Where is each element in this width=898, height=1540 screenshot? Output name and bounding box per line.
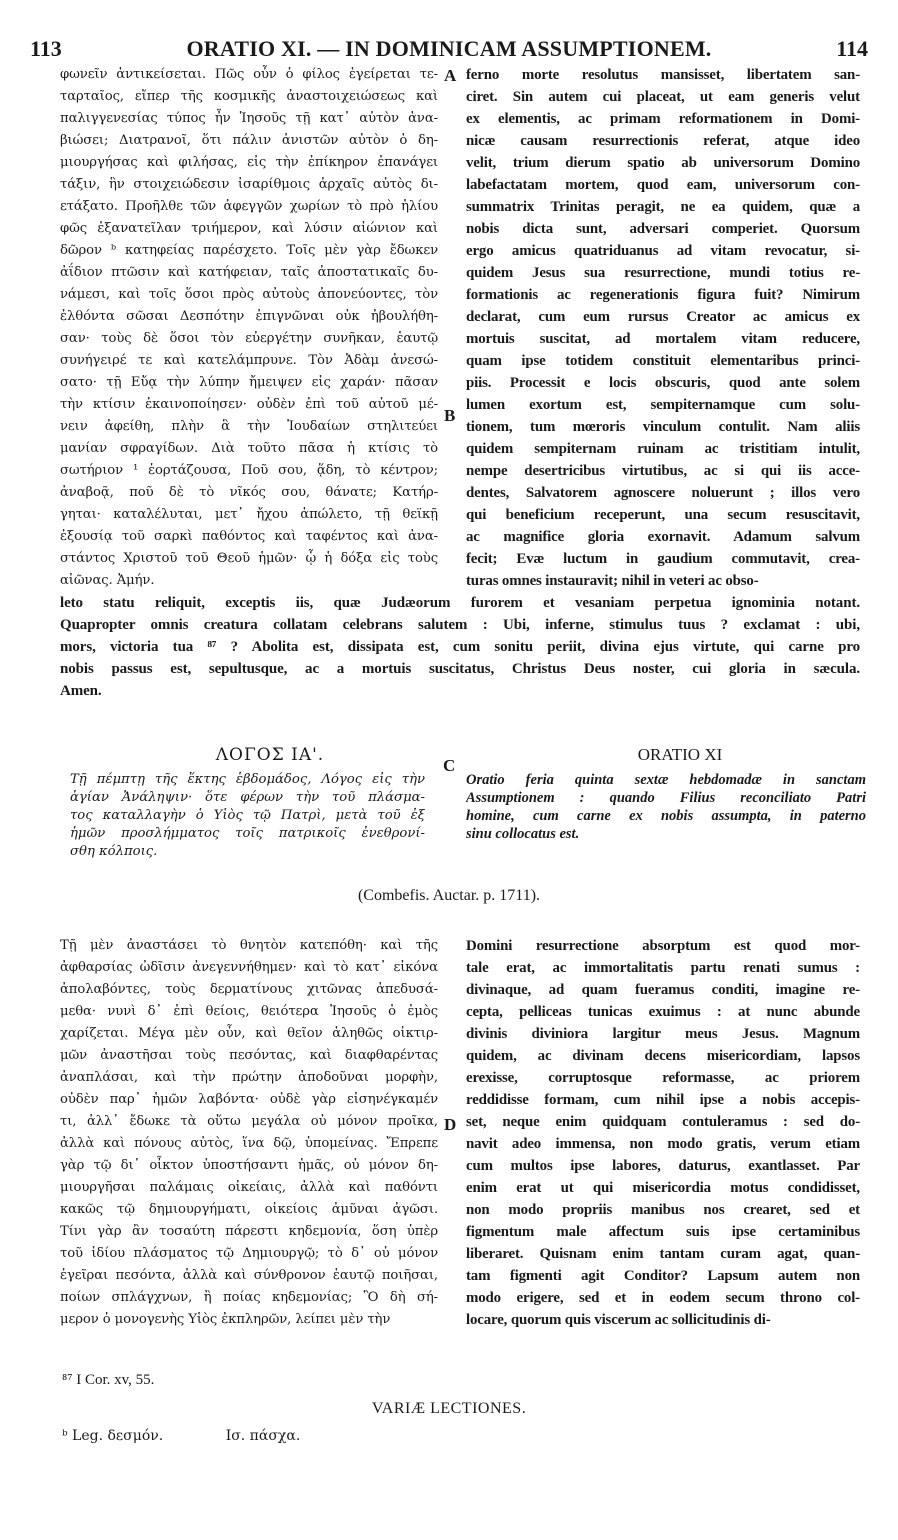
text-line: αἰῶνας. Ἀμήν.	[60, 573, 155, 588]
text-line: μιουργήσας καὶ φιλήσας, εἰς τὴν ἐπίκηρον ἐπανάγει	[60, 155, 438, 170]
text-line: μανίαν σφραγίδων. Διὰ τοῦτο πᾶσα ἡ κτίσις τὸ	[60, 441, 438, 456]
text-line: ἐξουσίᾳ τοῦ σαρκὶ παθόντος καὶ ταφέντος καὶ ἀνα-	[60, 529, 438, 544]
text-line: velit, trium dierum spatio ab universorum Domino	[466, 155, 860, 171]
text-line: tionem, tum mœroris vinculum contulit. Nam aliis	[466, 419, 860, 435]
text-line: ex elementis, ac primam reformationem in Domi-	[466, 111, 860, 127]
margin-marker-b: B	[444, 406, 456, 425]
latin-heading: ORATIO XI	[637, 745, 723, 764]
source-citation: (Combefis. Auctar. p. 1711).	[357, 887, 541, 904]
text-line: σωτήριον ¹ ἑορτάζουσα, Ποῦ σου, ᾅδη, τὸ κέντρον;	[60, 463, 438, 478]
text-line: ἁγίαν Ἀνάληψιν· ὅτε φέρων τὴν τοῦ πλάσμα-	[70, 790, 425, 805]
text-line: tam figmenti agit Conditor? Lapsum autem non	[466, 1268, 860, 1284]
text-line: μερον ὁ μονογενὴς Υἱὸς ἐκπληρῶν, λείπει μὲν τὴν	[60, 1312, 391, 1327]
text-line: quam ipse totidem constituit elementaribus princi-	[466, 353, 860, 369]
text-line: sinu collocatus est.	[466, 826, 580, 842]
text-line: set, neque enim quidquam contuleramus : sed do-	[466, 1114, 860, 1130]
text-line: ταρταῖος, εἴπερ τῆς κοσμικῆς ἀναστοιχειώσεως καὶ	[60, 89, 438, 104]
text-line: ποίων σπλάγχνων, ἢ ποίας κηδεμονίας; Ὃ δὴ σή-	[60, 1290, 438, 1305]
text-line: σθη κόλποις.	[70, 844, 158, 859]
text-line: enim erat ut qui misericordia motus condidisset,	[466, 1180, 860, 1196]
greek-subtitle	[70, 771, 425, 861]
text-line: νειν ἀφείθη, πλὴν ἃ τὴν Ἰουδαίων στηλιτεύει	[60, 419, 438, 434]
text-line: figmentum male affectum suis ipse certaminibus	[466, 1224, 860, 1240]
text-line: ciret. Sin autem cui placeat, ut eam generis velut	[466, 89, 860, 105]
text-line: navit adeo immensa, non modo gratis, verum etiam	[466, 1136, 860, 1152]
page-number-left: 113	[30, 36, 62, 61]
text-line: ferno morte resolutus mansisset, libertatem san-	[466, 67, 860, 83]
margin-marker-c: C	[443, 756, 456, 775]
text-line: νάμεσι, καὶ τοῖς ὅσοι πρὸς αὐτοὺς ἀπονεύοντες, τὸν	[60, 287, 438, 302]
variant-reading-1: ᵇ Leg. δεσμόν.	[62, 1428, 164, 1444]
text-line: ετάξατο. Προῆλθε τῶν ἀφεγγῶν χωρίων τὸ πρὸ ἡλίου	[60, 199, 438, 214]
text-line: labefactatam mortem, quod eam, universorum con-	[466, 177, 860, 193]
text-line: ἀναπλάσαι, καὶ τὴν πρώτην ἀποδοῦναι μορφὴν,	[60, 1070, 438, 1085]
text-line: δῶρον ᵇ κατηφείας παρέσχετο. Τοῖς μὲν γὰρ ἔδωκεν	[60, 243, 438, 258]
margin-marker-d: D	[444, 1115, 457, 1134]
text-line: dentes, Salvatorem agnoscere noluerunt ; illos vero	[466, 485, 860, 501]
text-line: piis. Processit e locis obscuris, quod ante solem	[466, 375, 860, 391]
text-line: nempe desertricibus virtutibus, ac si qui iis acce-	[466, 463, 860, 479]
text-line: erexisse, corruptosque reformasse, ac priorem	[466, 1070, 860, 1086]
text-line: ἀφθαρσίας ὠδῖσιν ἀνεγεννήθημεν· καὶ τὸ κατ᾽ εἰκόνα	[60, 960, 438, 975]
text-line: τι, ἀλλ᾽ ἔδωκε τὰ οὕτω μεγάλα οὐ μόνον προῖκα,	[60, 1114, 438, 1129]
latin-subtitle	[466, 771, 866, 843]
text-line: locare, quorum quis viscerum ac sollicitudinis di-	[466, 1312, 771, 1328]
text-line: ἡμῶν προσλήμματος τοῖς πατρικοῖς ἐνεθρονί-	[70, 826, 425, 841]
text-line: cepta, pelliceas tunicas exuimus : at nunc abunde	[466, 1004, 860, 1020]
text-line: Assumptionem : quando Filius reconciliato Patri	[466, 790, 866, 806]
text-line: φῶς ἐξανατεῖλαν τριήμερον, καὶ λύσιν αἰώνιον καὶ	[60, 221, 438, 236]
text-line: formationis ac regenerationis figura fuit? Nimirum	[466, 287, 860, 303]
text-line: quidem sempiternam ruinam ac tristitiam intulit,	[466, 441, 860, 457]
text-line: declarat, cum eum rursus Creator ac amicus ex	[466, 309, 860, 325]
bottom-greek-column	[60, 935, 438, 1331]
text-line: Domini resurrectione absorptum est quod mor-	[466, 938, 860, 954]
page-number-right: 114	[836, 36, 868, 61]
margin-marker-a: A	[444, 66, 457, 85]
variant-reading-2: Ισ. πάσχα.	[225, 1428, 301, 1444]
text-line: τοῦ ἰδίου πλάσματος τῷ Δημιουργῷ; τὸ δ᾽ οὐ μόνον	[60, 1246, 438, 1261]
top-latin-column	[466, 64, 860, 592]
text-line: βιώσει; Διατρανοῖ, ὅτι πάλιν ἀνιστῶν αὐτὸν ὁ δη-	[60, 133, 438, 148]
bottom-latin-column	[466, 935, 860, 1331]
text-line: σατο· τῇ Εὔᾳ τὴν λύπην ἤμειψεν εἰς χαράν· πᾶσαν	[60, 375, 438, 390]
text-line: modo erigere, sed et in eodem secum throno col-	[466, 1290, 860, 1306]
text-line: summatrix Trinitas peragit, ne ea quidem, quæ a	[466, 199, 860, 215]
text-line: χαρίζεται. Μέγα μὲν οὖν, καὶ θεῖον ἀληθῶς οἰκτιρ-	[60, 1026, 438, 1041]
text-line: liberaret. Quisnam enim tantam curam agat, quan-	[466, 1246, 860, 1262]
variae-lectiones-notes	[62, 1428, 358, 1444]
text-line: reddidisse formam, cum nihil ipse a nobis accepis-	[466, 1092, 860, 1108]
text-line: μῶν ἀναστῆσαι τοὺς πεσόντας, καὶ διαφθαρέντας	[60, 1048, 438, 1063]
top-greek-column	[60, 64, 438, 592]
running-title: ORATIO XI. — IN DOMINICAM ASSUMPTIONEM.	[186, 36, 712, 61]
text-line: lumen exortum est, sempiternamque cum solu-	[466, 397, 860, 413]
greek-heading: ΛΟΓΟΣ ΙΑ'.	[215, 745, 325, 765]
text-line: συνήγειρέ τε καὶ κατελάμπρυνε. Τὸν Ἀδὰμ ἀνεσώ-	[60, 353, 438, 368]
text-line: Quapropter omnis creatura collatam celebrans salutem : Ubi, inferne, stimulus tuus ? exclamat : ubi,	[60, 617, 860, 633]
text-line: στάντος Χριστοῦ τοῦ Θεοῦ ἡμῶν· ᾧ ἡ δόξα εἰς τοὺς	[60, 551, 438, 566]
text-line: γὰρ τῷ δι᾽ οἶκτον ὑποστήσαντι ἡμᾶς, οὐ μόνον δη-	[60, 1158, 438, 1173]
text-line: cum multos ipse labores, daturus, exantlasset. Par	[466, 1158, 860, 1174]
text-line: τάξιν, ἣν στοιχειώδεσιν ἰσαρίθμοις ἀρχαῖς αὐτὸς δι-	[60, 177, 438, 192]
text-line: ἐλθόντα σῶσαι Δεσπότην ἐπιγνῶναι οὐκ ἠβουλήθη-	[60, 309, 438, 324]
running-header	[30, 36, 868, 64]
text-line: nobis passus est, sepultusque, ac a mortuis suscitatus, Christus Deus noster, cui gloria in sæcula.	[60, 661, 860, 677]
text-line: κακῶς τῷ δημιουργήματι, οἰκείοις ἀμῦναι ἀγῶσι.	[60, 1202, 438, 1217]
text-line: quidem, ac divinam decens misericordiam, lapsos	[466, 1048, 860, 1064]
text-line: Amen.	[60, 683, 102, 699]
text-line: ἐγεῖραι πεσόντα, ἀλλὰ καὶ σύνθρονον ἑαυτῷ ποιῆσαι,	[60, 1268, 438, 1283]
full-width-latin	[60, 592, 860, 702]
text-line: divinis diviniora largitur meus Jesus. Magnum	[466, 1026, 860, 1042]
text-line: leto statu reliquit, exceptis iis, quæ Judæorum furorem et vesaniam perpetua ignominia notant.	[60, 595, 860, 611]
text-line: γηται· καταλέλυται, μετ᾽ ἤχου ἀπώλετο, τῇ θεϊκῇ	[60, 507, 438, 522]
text-line: Τίνι γὰρ ἂν τοσαύτη πάρεστι κηδεμονία, ὅση ὑπὲρ	[60, 1224, 438, 1239]
text-line: nicæ causam resurrectionis referat, atque ideo	[466, 133, 860, 149]
text-line: nobis dicta sunt, adversari comperiet. Quorsum	[466, 221, 860, 237]
text-line: mors, victoria tua ⁸⁷ ? Abolita est, dissipata est, cum sonitu periit, divina ejus virtute, qui carne pro	[60, 639, 860, 655]
text-line: Oratio feria quinta sextæ hebdomadæ in sanctam	[466, 772, 866, 788]
text-line: ἀΐδιον πτῶσιν καὶ κατήφειαν, ταῖς ἀποστατικαῖς δυ-	[60, 265, 438, 280]
text-line: quidem Jesus sua resurrectione, mundi totius re-	[466, 265, 860, 281]
text-line: non modo propriis manibus nos crearet, sed et	[466, 1202, 860, 1218]
text-line: mortuis suscitat, ad mortalem vitam reducere,	[466, 331, 860, 347]
text-line: τος καταλλαγὴν ὁ Υἱὸς τῷ Πατρὶ, μετὰ τοῦ ἐξ	[70, 808, 425, 823]
text-line: homine, cum carne ex nobis assumpta, in paterno	[466, 808, 866, 824]
text-line: turas omnes instauravit; nihil in veteri ac obso-	[466, 573, 759, 589]
text-line: ἀπολαβόντες, τοὺς δερματίνους χιτῶνας ἀπεδυσά-	[60, 982, 438, 997]
text-line: φωνεῖν ἀντικείσεται. Πῶς οὖν ὁ φίλος ἐγείρεται τε-	[60, 67, 438, 82]
text-line: divinaque, ad quam fueramus conditi, imagine re-	[466, 982, 860, 998]
text-line: qui beneficium receperunt, una secum resuscitavit,	[466, 507, 860, 523]
text-line: οὐδὲν παρ᾽ ἡμῶν λαβόντα· οὐδὲ γὰρ εἰσηνέγκαμέν	[60, 1092, 438, 1107]
footnote: ⁸⁷ I Cor. xv, 55.	[62, 1372, 155, 1388]
text-line: tale erat, ac immortalitatis partu renati sumus :	[466, 960, 860, 976]
text-line: μεθα· νυνὶ δ᾽ ἐπὶ θείοις, θειότερα Ἰησοῦς ὁ ἐμὸς	[60, 1004, 438, 1019]
text-line: fecit; Evæ luctum in gaudium commutavit, crea-	[466, 551, 860, 567]
text-line: τὴν κτίσιν ἐκαινοποίησεν· οὐδὲν ἐπὶ τοῦ αὐτοῦ μέ-	[60, 397, 438, 412]
text-line: σαν· τοὺς δὲ ὅσοι τὸν εὐεργέτην συνῆκαν, ἑαυτῷ	[60, 331, 438, 346]
text-line: μιουργῆσαι παλάμαις οἰκείαις, ἀλλὰ καὶ παθόντι	[60, 1180, 438, 1195]
text-line: ac magnifice gloria exornavit. Adamum salvum	[466, 529, 860, 545]
text-line: Τῇ πέμπτῃ τῆς ἕκτης ἑβδομάδος, Λόγος εἰς τὴν	[70, 772, 425, 787]
text-line: παλιγγενεσίας τύπος ἦν Ἰησοῦς τῇ κατ᾽ αὐτὸν ἀνα-	[60, 111, 438, 126]
text-line: ἀναβοᾷ, ποῦ δὲ τὸ νῖκός σου, θάνατε; Κατήρ-	[60, 485, 438, 500]
variae-lectiones-title: VARIÆ LECTIONES.	[371, 1400, 527, 1417]
text-line: ergo amicus quatriduanus ad vitam revocatur, si-	[466, 243, 860, 259]
text-line: Τῇ μὲν ἀναστάσει τὸ θνητὸν κατεπόθη· καὶ τῆς	[60, 938, 438, 953]
text-line: ἀλλὰ καὶ πόνους αὐτὸς, ἵνα δῷ, ὑπομείνας. Ἔπρεπε	[60, 1136, 438, 1151]
